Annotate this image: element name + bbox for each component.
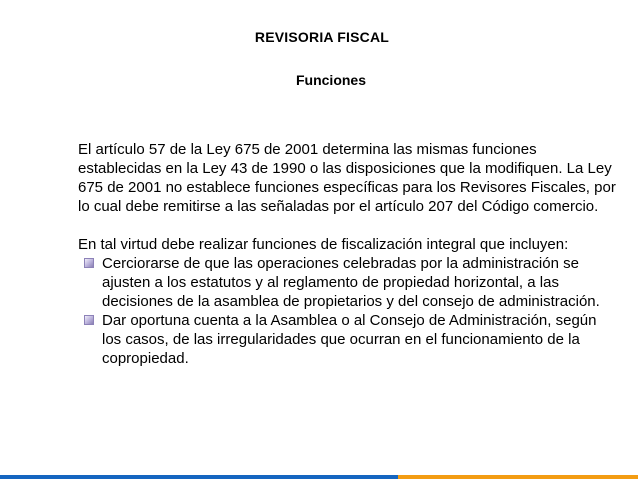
square-bullet-icon [84,315,94,325]
slide-title: REVISORIA FISCAL [254,29,390,45]
accent-bar-blue [0,475,398,479]
list-item [78,254,602,311]
square-bullet-icon [84,258,94,268]
list-intro: En tal virtud debe realizar funciones de fiscalización integral que incluyen: [78,236,569,253]
accent-bar-orange [398,475,638,479]
bottom-accent-bar [0,475,638,479]
bullet-text: Dar oportuna cuenta a la Asamblea o al Consejo de Administración, según los casos, de las irregularidades que ocurran en el funcionamiento de la copropiedad. [102,312,597,367]
list-item [78,311,602,368]
bullet-text: Cerciorarse de que las operaciones celebradas por la administración se ajusten a los estatutos y al reglamento de propiedad horizontal, a las decisiones de la asamblea de propietarios y del consejo de administración. [102,255,600,310]
slide-body [78,140,618,368]
slide-subtitle: Funciones [295,72,366,88]
body-paragraph: El artículo 57 de la Ley 675 de 2001 determina las mismas funciones establecidas en la Ley 43 de 1990 o las disposiciones que la modifiquen. La Ley 675 de 2001 no establece funciones específicas para los Revisores Fiscales, por lo cual debe remitirse a las señaladas por el artículo 207 del Código comercio. [78,141,616,215]
bullet-list [78,254,618,368]
